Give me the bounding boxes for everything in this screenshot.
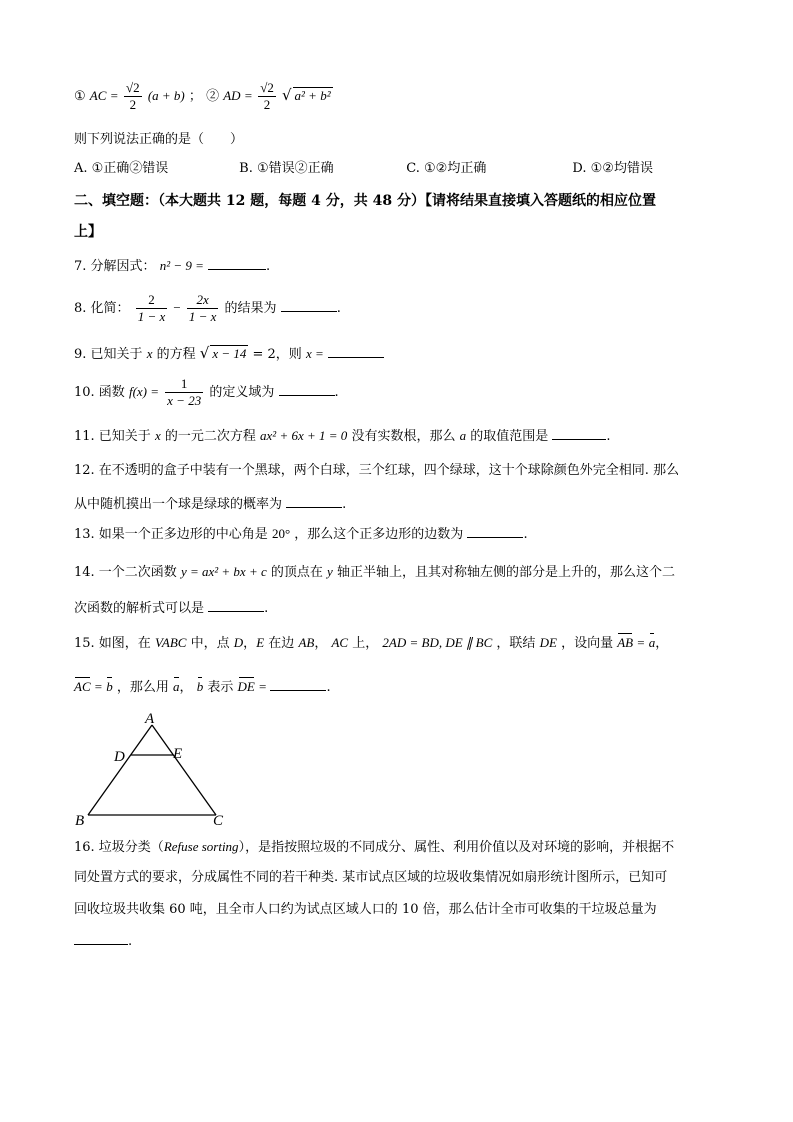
q15-vector-b-2: b — [196, 679, 204, 694]
q15-mid6: 表示 — [207, 680, 234, 695]
question-13 — [74, 525, 528, 544]
side-ac — [152, 725, 216, 815]
label-c: C — [213, 813, 224, 828]
triangle-figure — [70, 708, 250, 828]
q12-period: . — [342, 497, 347, 512]
question-12-line-1: 12. 在不透明的盒子中装有一个黑球，两个白球，三个红球，四个绿球，这十个球除颜色外完全相同. 那么 — [74, 463, 680, 478]
ac-rhs: (a + b) — [147, 88, 185, 103]
q14-var: y — [327, 564, 333, 579]
frac-numerator: √2 — [126, 80, 140, 95]
q8-fraction-2 — [187, 292, 219, 325]
q15-mid2: 在边 — [268, 636, 295, 651]
q15-side-ac: AC — [331, 635, 349, 650]
question-16-line-4 — [74, 932, 132, 951]
q15-eq3: = — [258, 679, 267, 694]
q8-fraction-1 — [136, 292, 168, 325]
q11-var2: a — [459, 428, 467, 443]
q8-period: . — [336, 301, 341, 316]
question-14-line-1 — [74, 563, 675, 582]
q10-prefix: 10. 函数 — [74, 385, 125, 400]
question-prompt: 则下列说法正确的是（ ） — [74, 132, 244, 147]
q14-equation: y = ax² + bx + c — [180, 564, 267, 579]
q15-relation: 2AD = BD, DE ∥ BC — [382, 635, 493, 650]
question-14-line-2 — [74, 599, 268, 618]
q15-mid5: ，那么用 — [116, 680, 169, 695]
ad-radicand: a² + b² — [294, 88, 331, 103]
q11-suffix: 的取值范围是 — [470, 429, 549, 444]
q15-tail: ， — [655, 636, 669, 651]
question-8 — [74, 292, 341, 325]
q8-f1-num: 2 — [136, 292, 168, 309]
label-b: B — [75, 813, 85, 828]
q15-comma2: ， — [314, 636, 328, 651]
q15-vector-a-2: a — [173, 679, 180, 694]
q14-line2-text: 次函数的解析式可以是 — [74, 601, 205, 616]
q9-radical-sign: √ — [199, 344, 210, 362]
label-d: D — [114, 749, 125, 765]
q8-prefix: 8. 化简： — [74, 301, 130, 316]
q10-period: . — [334, 385, 339, 400]
q11-mid: 的一元二次方程 — [164, 429, 256, 444]
question-12-line-2 — [74, 495, 346, 514]
q15-side-ab: AB — [298, 635, 315, 650]
q7-answer-blank — [208, 257, 266, 270]
q13-period: . — [523, 527, 528, 542]
q7-expr: n² − 9 = — [159, 258, 204, 273]
q11-prefix: 11. 已知关于 — [74, 429, 151, 444]
ac-label: AC — [89, 88, 107, 103]
q15-suffix: ，设向量 — [561, 636, 614, 651]
q9-mid: 的方程 — [156, 347, 196, 362]
fraction-root2-over-2-b — [258, 80, 276, 113]
q13-angle: 20° — [271, 526, 291, 541]
circled-2: ② — [206, 89, 220, 104]
frac-numerator-b: √2 — [260, 80, 274, 95]
q13-suffix: ，那么这个正多边形的边数为 — [294, 527, 464, 542]
q8-suffix: 的结果为 — [224, 301, 277, 316]
q10-num: 1 — [165, 376, 203, 393]
q7-prefix: 7. 分解因式： — [74, 259, 156, 274]
q12-answer-blank — [286, 495, 342, 508]
q15-point-d: D — [233, 635, 244, 650]
section-heading-line-1: 二、填空题：（本大题共 12 题，每题 4 分，共 48 分）【请将结果直接填入答题纸的相应位置 — [74, 193, 656, 209]
option-d: D. ①②均错误 — [572, 161, 653, 176]
q10-fx: f(x) = — [128, 384, 160, 399]
q13-answer-blank — [467, 525, 523, 538]
q11-equation: ax² + 6x + 1 = 0 — [260, 428, 348, 443]
question-9 — [74, 344, 384, 364]
q15-point-e: E — [256, 635, 265, 650]
q15-mid3: 上， — [352, 636, 379, 651]
q15-period: . — [326, 680, 331, 695]
q15-eq1: = — [637, 635, 645, 650]
formula-line — [74, 80, 333, 113]
q16-english: Refuse sorting — [163, 839, 239, 854]
q12-text: 从中随机摸出一个球是绿球的概率为 — [74, 497, 283, 512]
q15-comma1: ， — [243, 636, 257, 651]
q10-fraction — [165, 376, 203, 409]
q11-mid2: 没有实数根，那么 — [351, 429, 456, 444]
eq-sign-2: = — [244, 88, 253, 103]
frac-denominator: 2 — [129, 97, 137, 112]
q8-minus: − — [173, 300, 181, 315]
q15-answer-blank — [270, 678, 326, 691]
q11-period: . — [606, 429, 611, 444]
option-b: B. ①错误②正确 — [239, 161, 334, 176]
q8-answer-blank — [281, 299, 337, 312]
label-e: E — [173, 746, 183, 762]
q15-prefix: 15. 如图，在 — [74, 636, 151, 651]
option-a: A. ①正确②错误 — [74, 161, 169, 176]
circled-1: ① — [74, 89, 86, 104]
frac-denominator-b: 2 — [263, 97, 271, 112]
q14-prefix: 14. 一个二次函数 — [74, 565, 177, 580]
q16-suffix: ），是指按照垃圾的不同成分、属性、利用价值以及对环境的影响，并根据不 — [238, 840, 675, 855]
question-15-line-2 — [74, 678, 331, 697]
eq-sign: = — [110, 88, 118, 103]
label-a: A — [145, 711, 155, 727]
ad-label: AD — [223, 88, 241, 103]
q15-vector-a: a — [648, 635, 656, 650]
q15-vector-ac: AC — [74, 679, 91, 694]
question-10 — [74, 376, 339, 409]
option-c: C. ①②均正确 — [406, 161, 487, 176]
q9-answer-blank — [328, 345, 384, 358]
separator: ； — [188, 89, 202, 104]
options-row — [74, 160, 653, 178]
radical-sign: √ — [281, 86, 292, 104]
q11-answer-blank — [552, 427, 606, 440]
q9-var2: x = — [305, 346, 324, 361]
q15-segment-de: DE — [539, 635, 557, 650]
q14-period: . — [264, 601, 269, 616]
question-16-line-2: 同处置方式的要求，分成属性不同的若干种类. 某市试点区域的垃圾收集情况如扇形统计图所示，已知可 — [74, 870, 668, 885]
q9-var: x — [146, 346, 153, 361]
question-16-line-3: 回收垃圾共收集 60 吨，且全市人口约为试点区域人口的 10 倍，那么估计全市可收集的干垃圾总量为 — [74, 902, 657, 917]
q14-answer-blank — [208, 599, 264, 612]
q15-mid1: 中，点 — [190, 636, 230, 651]
fraction-root2-over-2 — [124, 80, 142, 113]
q16-answer-blank — [74, 932, 128, 945]
q13-prefix: 13. 如果一个正多边形的中心角是 — [74, 527, 268, 542]
side-ab — [88, 725, 152, 815]
q7-period: . — [266, 259, 271, 274]
q8-f1-den: 1 − x — [137, 309, 166, 324]
q15-vector-b: b — [106, 679, 113, 694]
q10-den: x − 23 — [167, 393, 202, 408]
question-11 — [74, 427, 611, 446]
q16-prefix: 16. 垃圾分类（ — [74, 840, 164, 855]
q15-mid4: ，联结 — [496, 636, 536, 651]
q10-answer-blank — [279, 383, 335, 396]
q15-eq2: = — [94, 679, 103, 694]
q8-f2-den: 1 − x — [188, 309, 217, 324]
q14-mid: 的顶点在 — [270, 565, 323, 580]
q9-prefix: 9. 已知关于 — [74, 347, 143, 362]
q11-var: x — [154, 428, 161, 443]
q16-period: . — [128, 934, 133, 949]
q15-triangle: VABC — [154, 635, 187, 650]
q15-sep: ， — [179, 680, 193, 695]
question-7 — [74, 257, 270, 276]
question-16-line-1 — [74, 838, 674, 857]
q14-suffix: 轴正半轴上，且其对称轴左侧的部分是上升的，那么这个二 — [336, 565, 675, 580]
q10-suffix: 的定义域为 — [209, 385, 275, 400]
q8-f2-num: 2x — [187, 292, 219, 309]
section-heading-line-2: 上】 — [74, 224, 102, 240]
question-15-line-1 — [74, 634, 668, 653]
q15-vector-ab: AB — [617, 635, 634, 650]
q15-vector-de: DE — [237, 679, 255, 694]
q9-eq: = 2，则 — [252, 347, 302, 362]
q9-radicand: x − 14 — [212, 346, 247, 361]
